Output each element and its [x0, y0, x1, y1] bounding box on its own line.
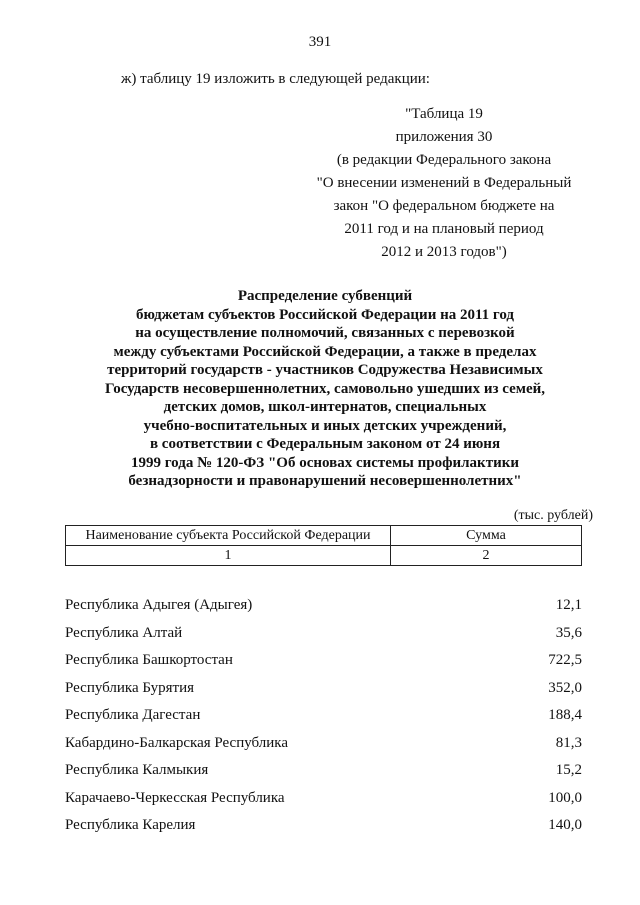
- column-number-row: [66, 546, 582, 566]
- column-header-name: Наименование субъекта Российской Федерации: [66, 526, 391, 546]
- annex-line: "Таблица 19: [405, 106, 483, 122]
- heading-line: учебно-воспитательных и иных детских учреждений,: [143, 417, 507, 434]
- table-row: [65, 812, 582, 840]
- region-value: 100,0: [548, 789, 582, 806]
- annex-line: (в редакции Федерального закона: [336, 152, 552, 168]
- table-row: [65, 702, 582, 730]
- column-header-row: [66, 526, 582, 546]
- table-header: [65, 525, 582, 566]
- column-header-sum: Сумма: [391, 526, 582, 546]
- heading-line: Государств несовершеннолетних, самовольно ушедших из семей,: [104, 380, 546, 397]
- table-row: [65, 730, 582, 758]
- region-value: 722,5: [548, 652, 582, 668]
- region-name: Республика Башкортостан: [65, 652, 233, 668]
- column-number-1: 1: [66, 546, 391, 566]
- heading-line: в соответствии с Федеральным законом от 24 июня: [149, 436, 501, 452]
- region-name: Республика Карелия: [65, 817, 196, 833]
- heading-line: территорий государств - участников Содружества Независимых: [107, 362, 543, 378]
- region-value: 12,1: [555, 597, 582, 613]
- heading-line: бюджетам субъектов Российской Федерации на 2011 год: [135, 306, 515, 323]
- table-row: [65, 592, 582, 620]
- region-value: 81,3: [555, 734, 582, 751]
- region-name: Республика Бурятия: [65, 679, 195, 696]
- page-number: 391: [308, 34, 332, 50]
- annex-line: 2012 и 2013 годов"): [381, 244, 507, 260]
- heading-line: на осуществление полномочий, связанных с перевозкой: [135, 325, 515, 341]
- region-name: Республика Алтай: [65, 624, 183, 641]
- annex-line: закон "О федеральном бюджете на: [333, 198, 555, 214]
- annex-line: "О внесении изменений в Федеральный: [316, 175, 572, 191]
- table-row: [65, 647, 582, 675]
- table-row: [65, 675, 582, 703]
- heading-line: безнадзорности и правонарушений несовершеннолетних": [128, 473, 522, 489]
- region-name: Кабардино-Балкарская Республика: [65, 734, 289, 751]
- units-label: (тыс. рублей): [513, 508, 593, 523]
- annex-line: 2011 год и на плановый период: [344, 221, 544, 237]
- region-value: 15,2: [555, 762, 582, 778]
- heading-line: детских домов, школ-интернатов, специальных: [163, 399, 487, 415]
- region-value: 352,0: [548, 679, 582, 696]
- annex-line: приложения 30: [395, 129, 493, 145]
- region-value: 140,0: [548, 817, 582, 833]
- table-body: [65, 592, 582, 840]
- region-name: Республика Дагестан: [65, 707, 201, 723]
- heading-line: 1999 года № 120-ФЗ "Об основах системы профилактики: [130, 454, 519, 471]
- region-value: 35,6: [555, 624, 582, 641]
- document-heading: [60, 287, 590, 491]
- annex-reference: [296, 103, 592, 264]
- table-row: [65, 620, 582, 648]
- intro-text: ж) таблицу 19 изложить в следующей редакции:: [121, 71, 430, 87]
- region-value: 188,4: [548, 707, 582, 723]
- heading-line: между субъектами Российской Федерации, а также в пределах: [113, 343, 537, 360]
- table-row: [65, 785, 582, 813]
- column-number-2: 2: [391, 546, 582, 566]
- region-name: Карачаево-Черкесская Республика: [65, 789, 285, 806]
- table-row: [65, 757, 582, 785]
- region-name: Республика Адыгея (Адыгея): [65, 597, 253, 613]
- heading-line: Распределение субвенций: [237, 288, 413, 304]
- region-name: Республика Калмыкия: [65, 762, 209, 778]
